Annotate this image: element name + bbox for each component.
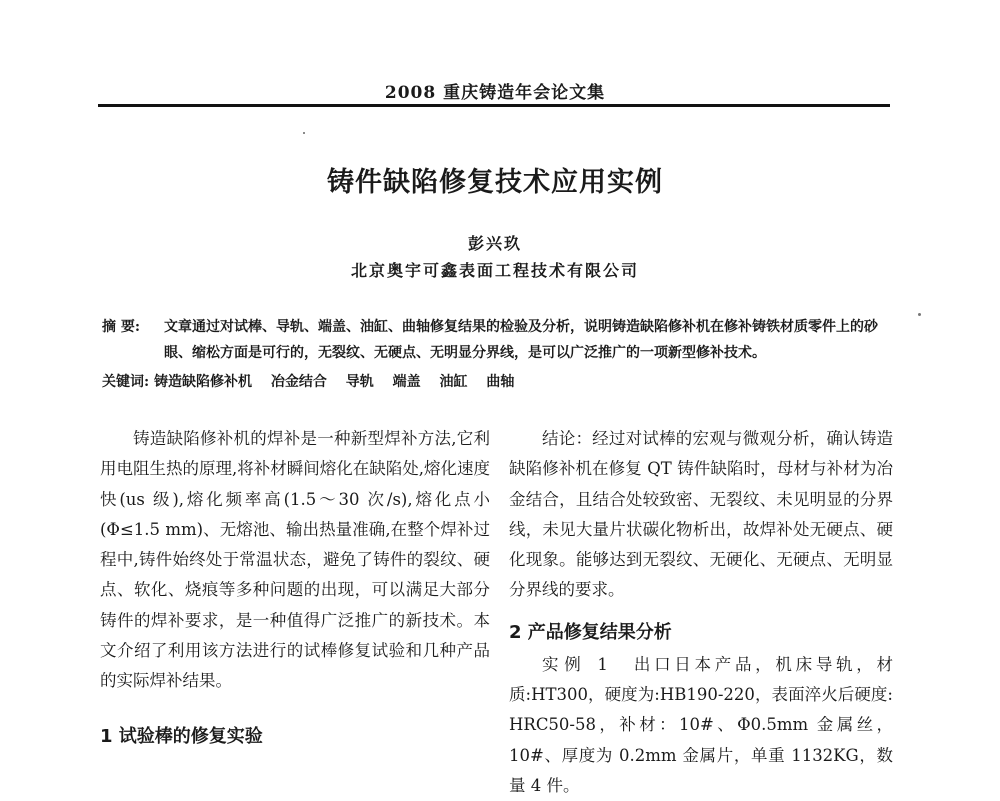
intro-paragraph: 铸造缺陷修补机的焊补是一种新型焊补方法,它利用电阻生热的原理,将补材瞬间熔化在缺陷处,熔化速度快(us 级),熔化频率高(1.5～30 次/s),熔化点小(Φ≤1.5 mm)、无熔池、输出热量准确,在整个焊补过程中,铸件始终处于常温状态，避免了铸件的裂纹、硬点、软化、烧痕等多种问题的出现，可以满足大部分铸件的焊补要求，是一种值得广泛推广的新技术。本文介绍了利用该方法进行的试棒修复试验和几种产品的实际焊补结果。	[100, 429, 490, 691]
scan-speck	[303, 132, 305, 134]
keyword: 冶金结合	[270, 374, 327, 390]
abstract	[102, 314, 894, 366]
section-2-heading: 2 产品修复结果分析	[509, 621, 672, 643]
right-column	[509, 424, 893, 801]
abstract-label: 摘 要:	[102, 319, 141, 335]
case-1-title: 实例 1	[542, 654, 610, 674]
header-rule	[98, 104, 890, 107]
case-1-paragraph	[509, 650, 893, 801]
conclusion-paragraph: 结论：经过对试棒的宏观与微观分析，确认铸造缺陷修补机在修复 QT 铸件缺陷时，母材与补材为冶金结合，且结合处较致密、无裂纹、未见明显的分界线，未见大量片状碳化物析出，故焊补处无硬点、硬化现象。能够达到无裂纹、无硬化、无硬点、无明显分界线的要求。	[509, 429, 893, 600]
left-column	[100, 424, 490, 697]
keyword: 油缸	[439, 374, 468, 390]
keyword: 铸造缺陷修补机	[154, 374, 253, 390]
keyword: 导轨	[345, 374, 374, 390]
paper-affiliation: 北京奥宇可鑫表面工程技术有限公司	[350, 261, 639, 280]
running-header: 2008 重庆铸造年会论文集	[384, 83, 606, 103]
abstract-text: 文章通过对试棒、导轨、端盖、油缸、曲轴修复结果的检验及分析，说明铸造缺陷修补机在修补铸铁材质零件上的砂眼、缩松方面是可行的，无裂纹、无硬点、无明显分界线，是可以广泛推广的一项新型修补技术。	[164, 319, 878, 361]
keyword: 端盖	[392, 374, 421, 390]
keywords	[102, 370, 894, 394]
case-1-text: 出口日本产品，机床导轨，材质:HT300，硬度为:HB190-220，表面淬火后硬度: HRC50-58，补材：10#、Φ0.5mm 金属丝，10#、厚度为 0.2mm 金属片，单重 1132KG，数量 4 件。	[509, 654, 894, 795]
keyword: 曲轴	[486, 374, 515, 390]
scan-speck	[918, 313, 921, 316]
paper-title: 铸件缺陷修复技术应用实例	[327, 167, 663, 198]
section-1-heading: 1 试验棒的修复实验	[100, 726, 263, 747]
keywords-label: 关键词:	[102, 374, 150, 390]
paper-author: 彭兴玖	[467, 234, 522, 253]
